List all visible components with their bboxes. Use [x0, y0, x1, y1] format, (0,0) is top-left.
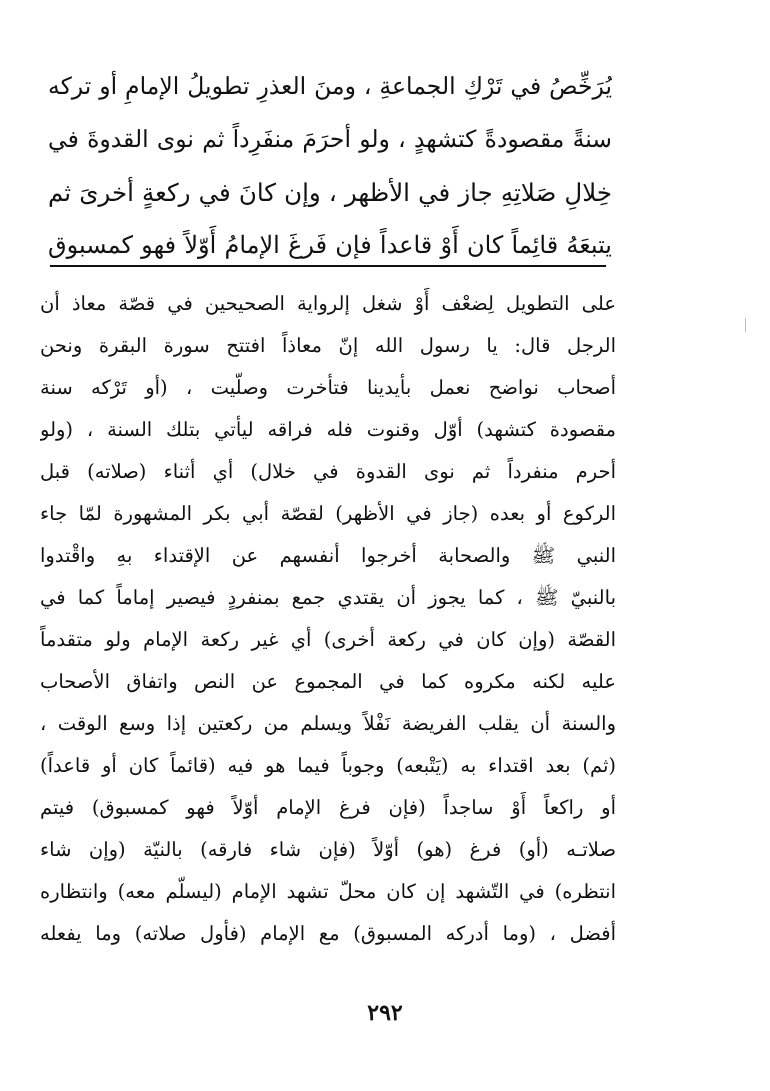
- commentary-line: أصحاب نواضح نعمل بأيدينا فتأخرت وصلّيت ، (أو تَرْكه سنة: [40, 376, 616, 399]
- commentary-line: (ثم) بعد اقتداء به (يَتْبعه) وجوباً فيما هو فيه (قائماً كان أو قاعداً): [40, 754, 616, 777]
- commentary-line: الرجل قال: يا رسول الله إنّ معاذاً افتتح سورة البقرة ونحن: [40, 334, 616, 357]
- commentary-line: والسنة أن يقلب الفريضة نَفْلاً ويسلم من ركعتين إذا وسع الوقت ،: [40, 712, 616, 735]
- commentary-line: صلاتـه (أو) فرغ (هو) أوّلاً (فإن شاء فارقه) بالنيّة (وإن شاء: [40, 838, 616, 861]
- commentary-line: النبي ﷺ والصحابة أخرجوا أنفسهم عن الإقتداء بهِ واقْتدوا: [40, 544, 616, 567]
- main-text-line: يُرَخِّصُ في تَرْكِ الجماعةِ ، ومنَ العذرِ تطويلُ الإمامِ أو تركه: [48, 72, 612, 100]
- commentary-line: بالنبيّ ﷺ ، كما يجوز أن يقتدي جمع بمنفردٍ فيصير إماماً كما في: [40, 586, 616, 609]
- margin-mark: [745, 318, 746, 332]
- commentary-line: أفضل ، (وما أدركه المسبوق) مع الإمام (فأول صلاته) وما يفعله: [40, 922, 616, 945]
- main-text-block: [48, 60, 612, 272]
- commentary-line: أو راكعاً أَوْ ساجداً (فإن فرغ الإمام أوّلاً فهو كمسبوق) فيتم: [40, 796, 616, 819]
- main-text-line: يتبعَهُ قائِماً كان أَوْ قاعداً فإن فَرغَ الإمامُ أَوّلاً فهو كمسبوق: [48, 231, 612, 259]
- section-divider: [50, 265, 606, 267]
- commentary-line: انتظره) في التّشهد إن كان محلّ تشهد الإمام (ليسلّم معه) وانتظاره: [40, 880, 616, 903]
- commentary-block: [40, 283, 616, 955]
- main-text-line: سنةً مقصودةً كتشهدٍ ، ولو أحرَمَ منفَرِداً ثم نوى القدوةَ في: [48, 125, 612, 153]
- commentary-line: مقصودة كتشهد) أوّل وقنوت فله فراقه ليأتي بتلك السنة ، (ولو: [40, 418, 616, 441]
- commentary-line: على التطويل لِضعْف أَوْ شغل إلرواية الصحيحين في قصّة معاذ أن: [40, 292, 616, 315]
- commentary-line: القصّة (وإن كان في ركعة أخرى) أي غير ركعة الإمام ولو متقدماً: [40, 628, 616, 651]
- commentary-line: عليه لكنه مكروه كما في المجموع عن النص واتفاق الأصحاب: [40, 670, 616, 693]
- commentary-line: أحرم منفرداً ثم نوى القدوة في خلال) أي أثناء (صلاته) قبل: [40, 460, 616, 483]
- commentary-line: الركوع أو بعده (جاز في الأظهر) لقصّة أبي بكر المشهورة لمّا جاء: [40, 502, 616, 525]
- page-number: ٢٩٢: [367, 1000, 403, 1026]
- main-text-line: خِلالِ صَلاتِهِ جاز في الأظهر ، وإن كانَ في ركعةٍ أخرىَ ثم: [48, 178, 612, 207]
